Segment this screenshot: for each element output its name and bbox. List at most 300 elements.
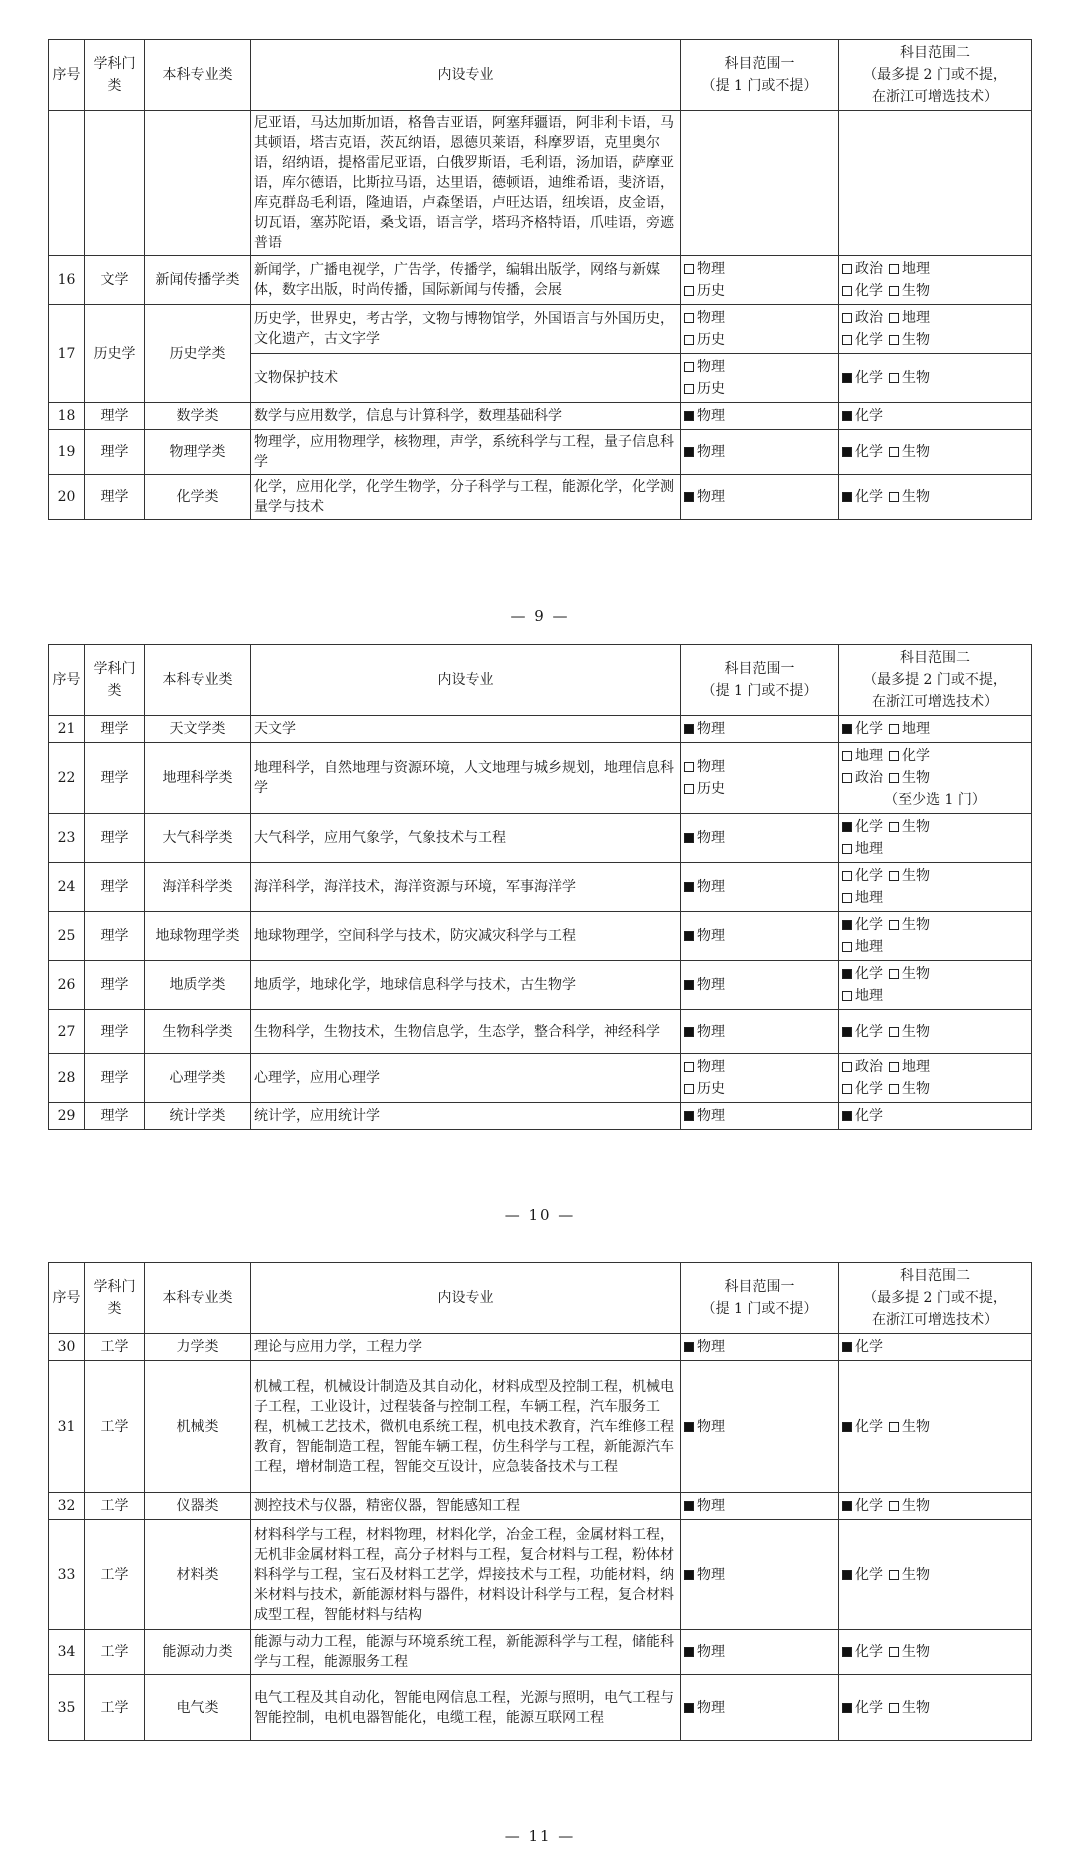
table-row: [49, 716, 1032, 743]
subject-option: [889, 963, 930, 985]
subject-label: 生物: [902, 283, 930, 299]
cell-range1: [681, 475, 839, 520]
table-row: [49, 1010, 1032, 1054]
subject-option: [842, 441, 883, 463]
cell-seq: 30: [49, 1334, 85, 1361]
subject-option: [842, 329, 883, 351]
subject-option: [889, 486, 930, 508]
subject-label: 化学: [855, 1339, 883, 1355]
subject-option: [684, 925, 835, 947]
cell-range2: [839, 354, 1032, 403]
header-range2: [839, 645, 1032, 716]
table-row: [49, 1675, 1032, 1741]
cell-category: 历史学类: [145, 305, 251, 403]
subject-option: [889, 914, 930, 936]
subject-line: [842, 767, 1028, 789]
cell-range1: [681, 743, 839, 814]
subject-label: 生物: [902, 819, 930, 835]
cell-range2: [839, 814, 1032, 863]
checked-box-icon: [684, 1342, 694, 1352]
checked-box-icon: [842, 1570, 852, 1580]
subject-label: 化学: [855, 868, 883, 884]
cell-majors: 地球物理学，空间科学与技术，防灾减灾科学与工程: [251, 912, 681, 961]
subject-option: [889, 718, 930, 740]
subject-option: [889, 1056, 930, 1078]
cell-majors: 地理科学，自然地理与资源环境，人文地理与城乡规划，地理信息科学: [251, 743, 681, 814]
subject-option: [842, 258, 883, 280]
checked-box-icon: [684, 833, 694, 843]
subject-option: [842, 1056, 883, 1078]
table-row: [49, 475, 1032, 520]
header-category: 本科专业类: [145, 40, 251, 111]
subject-line: [842, 1416, 1028, 1438]
cell-majors: 文物保护技术: [251, 354, 681, 403]
subject-label: 生物: [902, 489, 930, 505]
subject-label: 地理: [855, 939, 883, 955]
checked-box-icon: [842, 1111, 852, 1121]
table-page-11: [48, 1262, 1031, 1741]
cell-category: 材料类: [145, 1520, 251, 1630]
subject-label: 化学: [855, 819, 883, 835]
checked-box-icon: [684, 1647, 694, 1657]
table-row: [49, 111, 1032, 256]
unchecked-box-icon: [889, 447, 899, 457]
subject-label: 历史: [697, 781, 725, 797]
unchecked-box-icon: [889, 313, 899, 323]
subject-label: 物理: [697, 928, 725, 944]
table-row: [49, 1630, 1032, 1675]
subject-requirements-table: [48, 39, 1032, 520]
cell-seq: 24: [49, 863, 85, 912]
unchecked-box-icon: [842, 264, 852, 274]
subject-label: 地理: [855, 841, 883, 857]
checked-box-icon: [842, 411, 852, 421]
cell-majors: 新闻学，广播电视学，广告学，传播学，编辑出版学，网络与新媒体，数字出版，时尚传播，国际新闻与传播，会展: [251, 256, 681, 305]
unchecked-box-icon: [889, 871, 899, 881]
cell-discipline: 工学: [85, 1361, 145, 1493]
unchecked-box-icon: [889, 920, 899, 930]
subject-line: [842, 816, 1028, 838]
subject-option: [684, 1105, 835, 1127]
unchecked-box-icon: [889, 1027, 899, 1037]
cell-category: 仪器类: [145, 1493, 251, 1520]
cell-seq: 29: [49, 1103, 85, 1130]
subject-option: [842, 838, 883, 860]
unchecked-box-icon: [889, 724, 899, 734]
cell-majors: 能源与动力工程，能源与环境系统工程，新能源科学与工程，储能科学与工程，能源服务工程: [251, 1630, 681, 1675]
unchecked-box-icon: [889, 773, 899, 783]
cell-discipline: 理学: [85, 961, 145, 1010]
subject-line: [842, 1021, 1028, 1043]
subject-option: [842, 745, 883, 767]
subject-label: 物理: [697, 1059, 725, 1075]
subject-option: [889, 441, 930, 463]
subject-option: [684, 405, 835, 427]
subject-label: 物理: [697, 879, 725, 895]
subject-option: [842, 405, 883, 427]
unchecked-box-icon: [842, 286, 852, 296]
cell-range1: [681, 912, 839, 961]
cell-category: 物理学类: [145, 430, 251, 475]
page-number: — 9 —: [510, 607, 570, 625]
subject-label: 化学: [855, 966, 883, 982]
subject-option: [842, 985, 883, 1007]
cell-discipline: 理学: [85, 430, 145, 475]
cell-discipline: 文学: [85, 256, 145, 305]
subject-line: [842, 367, 1028, 389]
table-row: [49, 430, 1032, 475]
unchecked-box-icon: [889, 1570, 899, 1580]
table-row: [49, 863, 1032, 912]
cell-range1: [681, 354, 839, 403]
subject-line: [842, 1105, 1028, 1127]
checked-box-icon: [842, 724, 852, 734]
subject-label: 物理: [697, 830, 725, 846]
cell-range2: [839, 111, 1032, 256]
header-category: 本科专业类: [145, 1263, 251, 1334]
subject-line: [842, 838, 1028, 860]
unchecked-box-icon: [842, 335, 852, 345]
cell-seq: 31: [49, 1361, 85, 1493]
subject-option: [889, 745, 930, 767]
header-range1-title: 科目范围一: [724, 661, 795, 677]
cell-discipline: 理学: [85, 716, 145, 743]
table-row: [49, 1520, 1032, 1630]
checked-box-icon: [684, 492, 694, 502]
cell-seq: 19: [49, 430, 85, 475]
subject-option: [684, 307, 835, 329]
subject-option: [842, 865, 883, 887]
table-page-9: [48, 39, 1031, 520]
subject-option: [684, 974, 835, 996]
cell-category: 数学类: [145, 403, 251, 430]
subject-option: [842, 1564, 883, 1586]
subject-label: 化学: [855, 1418, 883, 1435]
cell-seq: 16: [49, 256, 85, 305]
subject-option: [684, 486, 835, 508]
unchecked-box-icon: [684, 1084, 694, 1094]
checked-box-icon: [842, 822, 852, 832]
cell-seq: 25: [49, 912, 85, 961]
subject-option: [889, 1564, 930, 1586]
subject-label: 政治: [855, 770, 883, 786]
subject-option: [889, 865, 930, 887]
cell-majors: 数学与应用数学，信息与计算科学，数理基础科学: [251, 403, 681, 430]
subject-label: 生物: [902, 332, 930, 348]
subject-requirements-table: [48, 1262, 1032, 1741]
subject-line: [842, 745, 1028, 767]
subject-option: [842, 816, 883, 838]
unchecked-box-icon: [889, 1084, 899, 1094]
cell-discipline: 工学: [85, 1520, 145, 1630]
subject-label: 物理: [697, 1498, 725, 1514]
unchecked-box-icon: [842, 942, 852, 952]
cell-category: 海洋科学类: [145, 863, 251, 912]
header-range1: [681, 645, 839, 716]
subject-label: 物理: [697, 721, 725, 737]
header-range2-sub2: 在浙江可增选技术）: [872, 1312, 998, 1328]
checked-box-icon: [684, 1703, 694, 1713]
cell-discipline: [85, 111, 145, 256]
cell-seq: 32: [49, 1493, 85, 1520]
checked-box-icon: [684, 1422, 694, 1432]
cell-range2: [839, 1493, 1032, 1520]
subject-option: [842, 963, 883, 985]
unchecked-box-icon: [889, 373, 899, 383]
subject-line: [842, 307, 1028, 329]
subject-line: [842, 329, 1028, 351]
subject-option: [889, 329, 930, 351]
unchecked-box-icon: [684, 784, 694, 794]
cell-seq: 33: [49, 1520, 85, 1630]
header-range2-sub1: （最多提 2 门或不提，: [863, 1290, 1007, 1306]
subject-option: [684, 1641, 835, 1663]
subject-option: [889, 307, 930, 329]
header-majors: 内设专业: [251, 645, 681, 716]
cell-majors: 天文学: [251, 716, 681, 743]
subject-label: 政治: [855, 310, 883, 326]
subject-option: [842, 1641, 883, 1663]
unchecked-box-icon: [684, 362, 694, 372]
cell-range2: [839, 1361, 1032, 1493]
unchecked-box-icon: [684, 313, 694, 323]
subject-label: 化学: [855, 408, 883, 424]
checked-box-icon: [842, 1342, 852, 1352]
cell-range1: [681, 1054, 839, 1103]
table-row: [49, 305, 1032, 354]
table-row: [49, 1493, 1032, 1520]
checked-box-icon: [684, 931, 694, 941]
unchecked-box-icon: [842, 991, 852, 1001]
subject-label: 化学: [855, 283, 883, 299]
subject-option: [889, 367, 930, 389]
unchecked-box-icon: [889, 969, 899, 979]
cell-discipline: 理学: [85, 863, 145, 912]
subject-option: [889, 1495, 930, 1517]
subject-option: [842, 1105, 883, 1127]
cell-majors: 海洋科学，海洋技术，海洋资源与环境，军事海洋学: [251, 863, 681, 912]
header-range2-sub2: 在浙江可增选技术）: [872, 89, 998, 105]
unchecked-box-icon: [889, 264, 899, 274]
subject-line: [842, 1078, 1028, 1100]
cell-majors: 材料科学与工程，材料物理，材料化学，冶金工程，金属材料工程，无机非金属材料工程，高分子材料与工程，复合材料与工程，粉体材料科学与工程，宝石及材料工艺学，焊接技术与工程，功能材料，纳米材料与技术，新能源材料与器件，材料设计科学与工程，复合材料成型工程，智能材料与结构: [251, 1520, 681, 1630]
subject-label: 化学: [855, 1108, 883, 1124]
cell-range1: [681, 1103, 839, 1130]
cell-discipline: 理学: [85, 1010, 145, 1054]
subject-label: 生物: [902, 1699, 930, 1716]
table-row: [49, 743, 1032, 814]
cell-majors: 测控技术与仪器，精密仪器，智能感知工程: [251, 1493, 681, 1520]
cell-range2: [839, 1630, 1032, 1675]
header-majors: 内设专业: [251, 40, 681, 111]
cell-category: 机械类: [145, 1361, 251, 1493]
subject-option: [684, 1416, 835, 1438]
cell-category: 地理科学类: [145, 743, 251, 814]
table-row: [49, 256, 1032, 305]
subject-line: [842, 258, 1028, 280]
cell-range2: [839, 256, 1032, 305]
header-range2-title: 科目范围二: [900, 45, 970, 61]
cell-majors: 地质学，地球化学，地球信息科学与技术，古生物学: [251, 961, 681, 1010]
cell-seq: 28: [49, 1054, 85, 1103]
table-row: [49, 403, 1032, 430]
unchecked-box-icon: [889, 751, 899, 761]
header-row: [49, 40, 1032, 111]
cell-seq: [49, 111, 85, 256]
cell-range2: [839, 743, 1032, 814]
checked-box-icon: [684, 1570, 694, 1580]
subject-option: [684, 329, 835, 351]
cell-range2: [839, 912, 1032, 961]
header-range1-title: 科目范围一: [724, 1279, 795, 1295]
unchecked-box-icon: [889, 1062, 899, 1072]
cell-range1: [681, 863, 839, 912]
subject-label: 化学: [855, 1081, 883, 1097]
cell-seq: 22: [49, 743, 85, 814]
subject-label: 物理: [697, 1023, 725, 1040]
checked-box-icon: [842, 1647, 852, 1657]
header-row: [49, 1263, 1032, 1334]
subject-option: [889, 767, 930, 789]
subject-line: [842, 914, 1028, 936]
cell-range2: [839, 716, 1032, 743]
table-row: [49, 912, 1032, 961]
cell-range1: [681, 814, 839, 863]
cell-range2: [839, 863, 1032, 912]
subject-label: 历史: [697, 283, 725, 299]
subject-label: 化学: [855, 489, 883, 505]
cell-seq: 23: [49, 814, 85, 863]
cell-discipline: 理学: [85, 403, 145, 430]
header-discipline: 学科门类: [85, 645, 145, 716]
subject-line: [842, 1564, 1028, 1586]
checked-box-icon: [842, 373, 852, 383]
table-row: [49, 961, 1032, 1010]
header-range1-sub: （提 1 门或不提）: [701, 78, 818, 94]
subject-label: 化学: [855, 1644, 883, 1660]
subject-label: 政治: [855, 261, 883, 277]
cell-category: 统计学类: [145, 1103, 251, 1130]
cell-category: 新闻传播学类: [145, 256, 251, 305]
subject-label: 生物: [902, 868, 930, 884]
header-range2: [839, 40, 1032, 111]
subject-label: 政治: [855, 1059, 883, 1075]
cell-majors: 电气工程及其自动化，智能电网信息工程，光源与照明，电气工程与智能控制，电机电器智能化，电缆工程，能源互联网工程: [251, 1675, 681, 1741]
subject-label: 地理: [902, 310, 930, 326]
checked-box-icon: [842, 447, 852, 457]
checked-box-icon: [684, 882, 694, 892]
subject-line: [842, 718, 1028, 740]
cell-seq: 18: [49, 403, 85, 430]
subject-label: 地理: [902, 1059, 930, 1075]
subject-label: 历史: [697, 332, 725, 348]
header-majors: 内设专业: [251, 1263, 681, 1334]
subject-label: 生物: [902, 1081, 930, 1097]
subject-option: [889, 1078, 930, 1100]
cell-majors: 物理学，应用物理学，核物理，声学，系统科学与工程，量子信息科学: [251, 430, 681, 475]
header-seq: 序号: [49, 1263, 85, 1334]
table-row: [49, 814, 1032, 863]
cell-range2: [839, 1675, 1032, 1741]
subject-label: 生物: [902, 1644, 930, 1660]
cell-range2: [839, 1334, 1032, 1361]
cell-discipline: 理学: [85, 1103, 145, 1130]
subject-label: 化学: [855, 1498, 883, 1514]
cell-range2: [839, 1054, 1032, 1103]
checked-box-icon: [842, 1703, 852, 1713]
checked-box-icon: [684, 1501, 694, 1511]
subject-option: [842, 1697, 883, 1719]
subject-option: [842, 1336, 883, 1358]
cell-seq: 35: [49, 1675, 85, 1741]
unchecked-box-icon: [889, 1703, 899, 1713]
cell-discipline: 工学: [85, 1493, 145, 1520]
unchecked-box-icon: [842, 844, 852, 854]
cell-category: 电气类: [145, 1675, 251, 1741]
cell-seq: 21: [49, 716, 85, 743]
subject-label: 物理: [697, 1108, 725, 1124]
header-range2-title: 科目范围二: [900, 650, 970, 666]
subject-label: 化学: [855, 332, 883, 348]
subject-note: （至少选 1 门）: [884, 792, 986, 808]
checked-box-icon: [842, 1422, 852, 1432]
cell-discipline: 理学: [85, 1054, 145, 1103]
subject-option: [842, 486, 883, 508]
checked-box-icon: [684, 1027, 694, 1037]
unchecked-box-icon: [889, 286, 899, 296]
cell-seq: 34: [49, 1630, 85, 1675]
cell-range1: [681, 1361, 839, 1493]
subject-label: 地理: [902, 721, 930, 737]
subject-label: 物理: [697, 1644, 725, 1660]
subject-option: [889, 1021, 930, 1043]
cell-seq: 17: [49, 305, 85, 403]
checked-box-icon: [842, 1501, 852, 1511]
header-range1-title: 科目范围一: [724, 56, 795, 72]
header-range1: [681, 1263, 839, 1334]
unchecked-box-icon: [684, 335, 694, 345]
subject-line: [842, 936, 1028, 958]
header-range2-sub1: （最多提 2 门或不提，: [863, 672, 1007, 688]
unchecked-box-icon: [684, 384, 694, 394]
unchecked-box-icon: [684, 286, 694, 296]
subject-label: 化学: [855, 1023, 883, 1040]
subject-line: [842, 1641, 1028, 1663]
unchecked-box-icon: [889, 822, 899, 832]
subject-label: 生物: [902, 770, 930, 786]
cell-category: 能源动力类: [145, 1630, 251, 1675]
cell-range1: [681, 305, 839, 354]
cell-discipline: 理学: [85, 814, 145, 863]
subject-label: 化学: [855, 444, 883, 460]
cell-range2: [839, 1520, 1032, 1630]
header-seq: 序号: [49, 40, 85, 111]
checked-box-icon: [684, 724, 694, 734]
subject-label: 地理: [855, 890, 883, 906]
subject-label: 物理: [697, 1699, 725, 1716]
checked-box-icon: [684, 980, 694, 990]
cell-discipline: 理学: [85, 743, 145, 814]
unchecked-box-icon: [684, 1062, 694, 1072]
cell-range1: [681, 1520, 839, 1630]
checked-box-icon: [684, 447, 694, 457]
unchecked-box-icon: [842, 1084, 852, 1094]
subject-label: 物理: [697, 1339, 725, 1355]
subject-label: 物理: [697, 489, 725, 505]
subject-option: [684, 827, 835, 849]
subject-label: 生物: [902, 1566, 930, 1583]
cell-majors: 化学，应用化学，化学生物学，分子科学与工程，能源化学，化学测量学与技术: [251, 475, 681, 520]
